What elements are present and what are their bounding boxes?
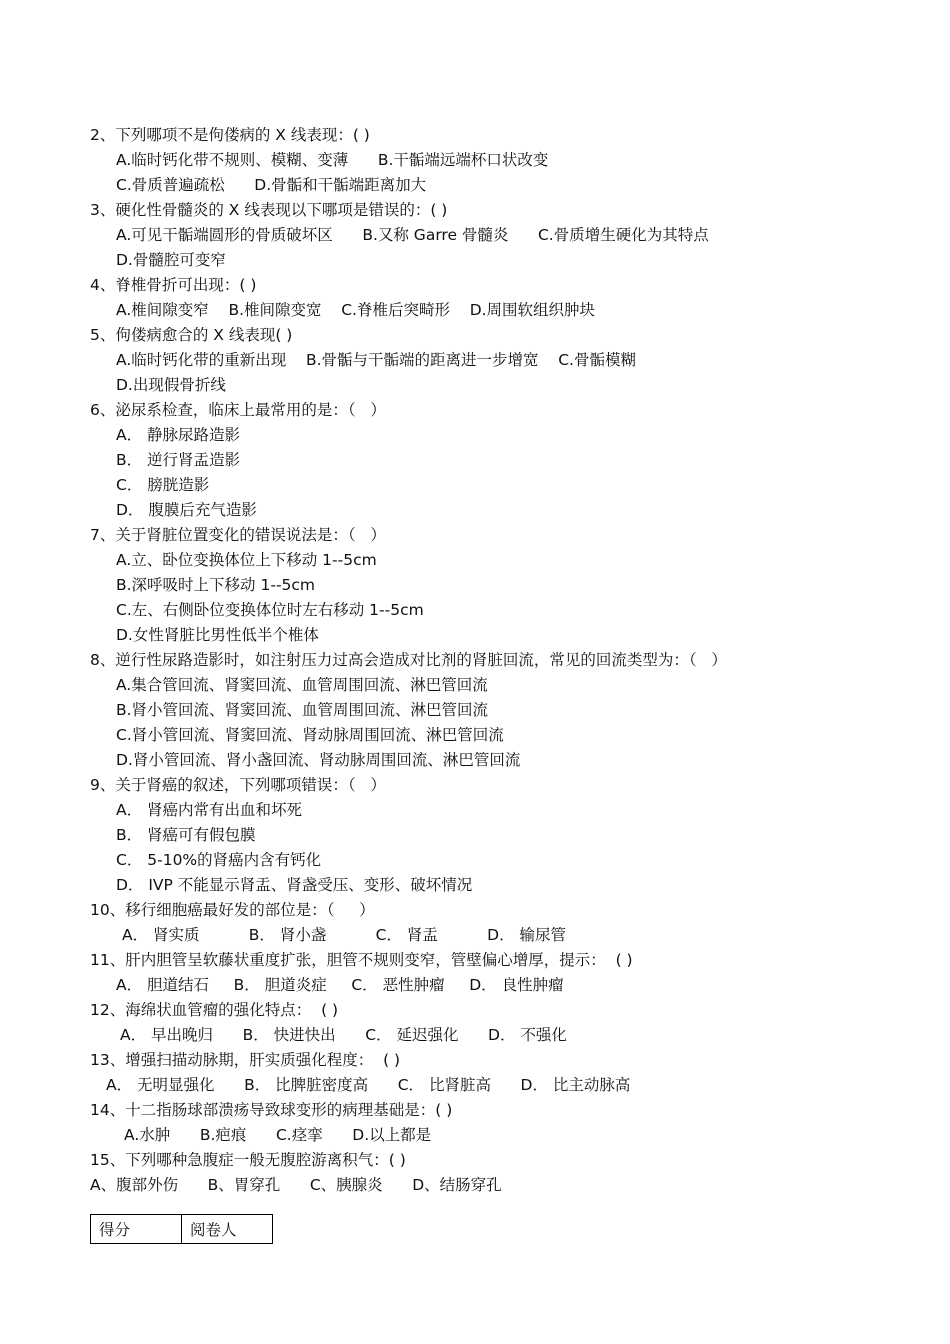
option-line: A.立、卧位变换体位上下移动 1--5cm (116, 551, 377, 569)
option-line: A． 胆道结石 B． 胆道炎症 C． 恶性肿瘤 D． 良性肿瘤 (116, 976, 564, 994)
option-line: A.椎间隙变窄 B.椎间隙变宽 C.脊椎后突畸形 D.周围软组织肿块 (116, 301, 596, 319)
option-line: A、腹部外伤 B、胃穿孔 C、胰腺炎 D、结肠穿孔 (90, 1176, 502, 1194)
question-14: 14、十二指肠球部溃疡导致球变形的病理基础是：( ) (90, 1101, 453, 1119)
option-line: D.肾小管回流、肾小盏回流、肾动脉周围回流、淋巴管回流 (116, 751, 521, 769)
question-6: 6、泌尿系检查，临床上最常用的是：（ ） (90, 401, 386, 419)
option-line: B.深呼吸时上下移动 1--5cm (116, 576, 316, 594)
question-7: 7、关于肾脏位置变化的错误说法是：（ ） (90, 526, 386, 544)
option-line: B． 逆行肾盂造影 (116, 451, 241, 469)
option-line: A． 肾实质 B． 肾小盏 C． 肾盂 D． 输尿管 (122, 926, 567, 944)
question-13: 13、增强扫描动脉期，肝实质强化程度： ( ) (90, 1051, 401, 1069)
option-line: A.水肿 B.疤痕 C.痉挛 D.以上都是 (124, 1126, 432, 1144)
grader-cell: 阅卷人 (182, 1215, 273, 1244)
question-11: 11、肝内胆管呈软藤状重度扩张，胆管不规则变窄，管壁偏心增厚，提示： ( ) (90, 951, 633, 969)
question-8: 8、逆行性尿路造影时，如注射压力过高会造成对比剂的肾脏回流，常见的回流类型为：（ ） (90, 651, 727, 669)
score-table (90, 1214, 273, 1244)
option-line: D.骨髓腔可变窄 (116, 251, 226, 269)
option-line: D． 腹膜后充气造影 (116, 501, 257, 519)
option-line: A． 静脉尿路造影 (116, 426, 241, 444)
option-line: A.可见干骺端圆形的骨质破坏区 B.又称 Garre 骨髓炎 C.骨质增生硬化为其特点 (116, 226, 709, 244)
question-5: 5、佝偻病愈合的 X 线表现( ) (90, 326, 293, 344)
option-line: C.左、右侧卧位变换体位时左右移动 1--5cm (116, 601, 424, 619)
option-line: D． IVP 不能显示肾盂、肾盏受压、变形、破坏情况 (116, 876, 473, 894)
option-line: A.集合管回流、肾窦回流、血管周围回流、淋巴管回流 (116, 676, 488, 694)
option-line: B.肾小管回流、肾窦回流、血管周围回流、淋巴管回流 (116, 701, 489, 719)
option-line: A.临时钙化带不规则、模糊、变薄 B.干骺端远端杯口状改变 (116, 151, 549, 169)
option-line: A． 早出晚归 B． 快进快出 C． 延迟强化 D． 不强化 (120, 1026, 567, 1044)
option-line: A． 无明显强化 B． 比脾脏密度高 C． 比肾脏高 D． 比主动脉高 (106, 1076, 631, 1094)
question-4: 4、脊椎骨折可出现：( ) (90, 276, 257, 294)
score-cell: 得分 (91, 1215, 182, 1244)
option-line: D.女性肾脏比男性低半个椎体 (116, 626, 319, 644)
option-line: C． 5-10%的肾癌内含有钙化 (116, 851, 322, 869)
question-15: 15、下列哪种急腹症一般无腹腔游离积气：( ) (90, 1151, 406, 1169)
question-3: 3、硬化性骨髓炎的 X 线表现以下哪项是错误的：( ) (90, 201, 448, 219)
option-line: B． 肾癌可有假包膜 (116, 826, 256, 844)
option-line: A． 肾癌内常有出血和坏死 (116, 801, 303, 819)
option-line: C.肾小管回流、肾窦回流、肾动脉周围回流、淋巴管回流 (116, 726, 504, 744)
option-line: A.临时钙化带的重新出现 B.骨骺与干骺端的距离进一步增宽 C.骨骺模糊 (116, 351, 636, 369)
option-line: C.骨质普遍疏松 D.骨骺和干骺端距离加大 (116, 176, 427, 194)
question-12: 12、海绵状血管瘤的强化特点： ( ) (90, 1001, 339, 1019)
question-10: 10、移行细胞癌最好发的部位是：（ ） (90, 901, 375, 919)
question-9: 9、关于肾癌的叙述，下列哪项错误：（ ） (90, 776, 386, 794)
option-line: D.出现假骨折线 (116, 376, 226, 394)
option-line: C． 膀胱造影 (116, 476, 210, 494)
question-2: 2、下列哪项不是佝偻病的 X 线表现：( ) (90, 126, 370, 144)
